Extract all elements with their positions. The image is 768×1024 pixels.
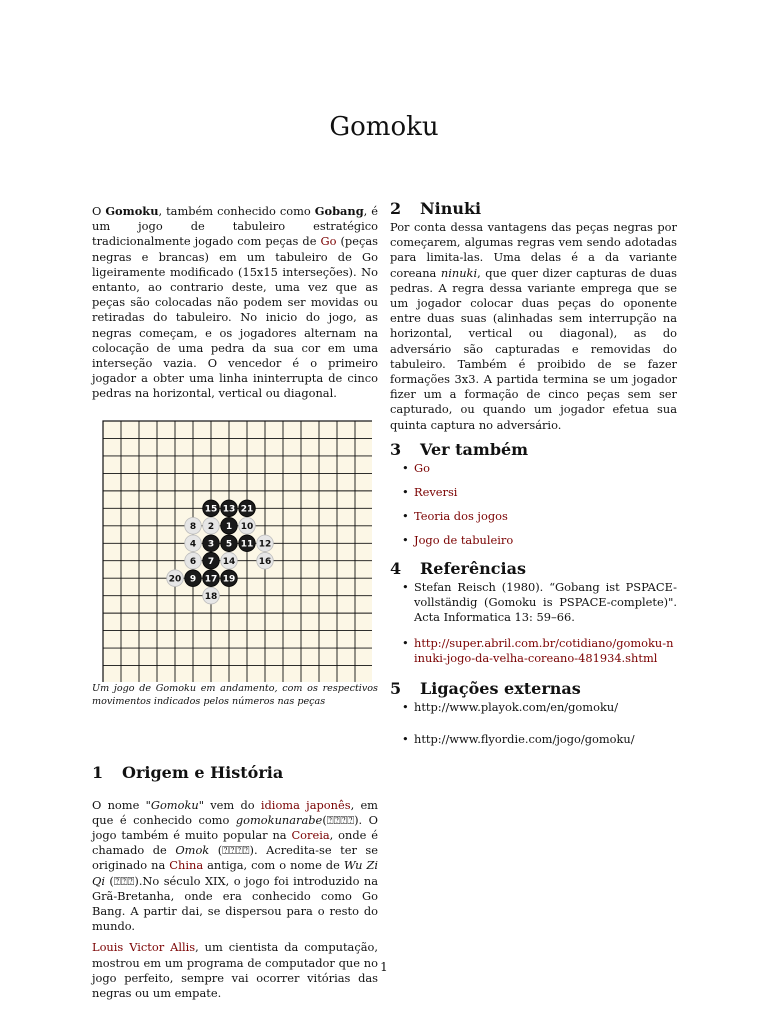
external-link-playok[interactable]: http://www.playok.com/en/gomoku/ bbox=[414, 699, 619, 714]
stone-move-number: 9 bbox=[189, 574, 197, 585]
stone-move-number: 11 bbox=[240, 539, 254, 550]
page-title: Gomoku bbox=[329, 112, 439, 142]
section-heading-ver-tambem: 3 Ver também bbox=[390, 439, 529, 459]
stone-move-number: 19 bbox=[222, 574, 236, 585]
origem-paragraph-2: Louis Victor Allis, um cientista da computação, mostrou em um programa de computador que no jogo perfeito, sempre vai ocorrer vitórias das negras ou um empate. bbox=[92, 940, 378, 1001]
intro-paragraph: O Gomoku, também conhecido como Gobang, é um jogo de tabuleiro estratégico tradicionalmente jogado com peças de Go (peças negras e brancas) em um tabuleiro de Go ligeiramente modificado (15x15 interseções). No entanto, ao contrario deste, uma vez que as peças são colocadas não podem ser movidas ou retiradas do tabuleiro. No inicio do jogo, as negras começam, e os jogadores alternam na colocação de uma pedra da sua cor em uma interseção vazia. O vencedor é o primeiro jogador a obter uma linha ininterrupta de cinco pedras na horizontal, vertical ou diagonal. bbox=[92, 204, 379, 401]
stone-move-number: 13 bbox=[222, 504, 236, 515]
stone-move-number: 20 bbox=[168, 574, 182, 585]
link-teoria-dos-jogos[interactable]: Teoria dos jogos bbox=[414, 509, 508, 524]
list-item bbox=[402, 509, 677, 524]
section-heading-origem: 1 Origem e História bbox=[92, 762, 284, 782]
reference-link[interactable]: http://super.abril.com.br/cotidiano/gomoku-ninuki-jogo-da-velha-coreano-481934.shtml bbox=[414, 636, 674, 666]
link-go-article[interactable]: Go bbox=[414, 460, 430, 475]
board-background bbox=[103, 421, 372, 682]
list-item bbox=[402, 485, 677, 500]
figure-caption: Um jogo de Gomoku em andamento, com os respectivos movimentos indicados pelos números nas peças bbox=[92, 682, 378, 707]
link-coreia[interactable]: Coreia bbox=[291, 828, 330, 843]
link-china[interactable]: China bbox=[169, 858, 204, 873]
list-item bbox=[402, 533, 677, 548]
references-list bbox=[390, 580, 677, 667]
stone-move-number: 17 bbox=[204, 574, 218, 585]
section-heading-ligacoes-externas: 5 Ligações externas bbox=[390, 678, 581, 698]
reference-item: • Stefan Reisch (1980). “Gobang ist PSPACE-vollständig (Gomoku is PSPACE-complete)". Acta Informatica 13: 59–66. bbox=[402, 580, 677, 626]
section-heading-ninuki: 2 Ninuki bbox=[390, 199, 482, 218]
stone-move-number: 8 bbox=[189, 521, 197, 532]
list-item bbox=[402, 700, 677, 715]
list-item bbox=[402, 461, 677, 476]
stone-move-number: 3 bbox=[207, 539, 215, 550]
stone-move-number: 14 bbox=[222, 556, 236, 567]
ninuki-paragraph: Por conta dessa vantagens das peças negras por começarem, algumas regras vem sendo adotadas para limita-las. Uma delas é a da variante coreana ninuki, que quer dizer capturas de duas pedras. A regra dessa variante emprega que se um jogador colocar duas peças do oponente entre duas suas (alinhadas sem interrupção na horizontal, vertical ou diagonal), as do adversário são capturadas e removidas do tabuleiro. Também é proibido de se fazer formações 3x3. A partida termina se um jogador fizer um a formação de cinco peças sem ser capturado, ou quando um jogador efetua sua quinta captura no adversário. bbox=[390, 220, 678, 432]
stone-move-number: 21 bbox=[240, 504, 254, 515]
link-go[interactable]: Go bbox=[320, 234, 337, 249]
stone-move-number: 6 bbox=[189, 556, 197, 567]
stone-move-number: 7 bbox=[207, 556, 215, 567]
stone-move-number: 12 bbox=[258, 539, 272, 550]
link-jogo-de-tabuleiro[interactable]: Jogo de tabuleiro bbox=[414, 533, 514, 548]
link-idioma-japones[interactable]: idioma japonês bbox=[260, 797, 351, 812]
stone-move-number: 15 bbox=[204, 504, 218, 515]
stone-move-number: 1 bbox=[225, 521, 233, 532]
link-louis-victor-allis[interactable]: Louis Victor Allis bbox=[92, 940, 196, 955]
stone-move-number: 16 bbox=[258, 556, 272, 567]
term-gobang: Gobang bbox=[314, 204, 364, 218]
stone-move-number: 4 bbox=[189, 539, 197, 550]
term-gomoku: Gomoku bbox=[105, 204, 159, 218]
section-heading-referencias: 4 Referências bbox=[390, 558, 526, 578]
left-column bbox=[92, 204, 378, 1007]
stone-move-number: 5 bbox=[225, 539, 233, 550]
gomoku-board-figure bbox=[102, 420, 372, 682]
origem-paragraph-1: O nome "Gomoku" vem do idioma japonês, em que é conhecido como gomokunarabe(⍰⍰⍰⍰). O jogo também é muito popular na Coreia, onde é chamado de Omok (⍰⍰⍰⍰). Acredita-se ter se originado na China antiga, com o nome de Wu Zi Qi (⍰⍰⍰).No século XIX, o jogo foi introduzido na Grã-Bretanha, onde era conhecido como Go Bang. A partir dai, se dispersou para o resto do mundo. bbox=[92, 797, 379, 934]
list-item bbox=[402, 732, 677, 747]
ver-tambem-list bbox=[390, 461, 677, 549]
external-links-list bbox=[390, 700, 677, 747]
reference-item bbox=[402, 636, 677, 666]
link-reversi[interactable]: Reversi bbox=[414, 485, 458, 500]
stone-move-number: 10 bbox=[240, 521, 254, 532]
page-number: 1 bbox=[380, 960, 388, 974]
stone-move-number: 2 bbox=[207, 521, 215, 532]
right-column bbox=[390, 198, 677, 756]
stone-move-number: 18 bbox=[204, 591, 218, 602]
external-link-flyordie[interactable]: http://www.flyordie.com/jogo/gomoku/ bbox=[414, 731, 635, 746]
gomoku-board bbox=[102, 420, 372, 682]
